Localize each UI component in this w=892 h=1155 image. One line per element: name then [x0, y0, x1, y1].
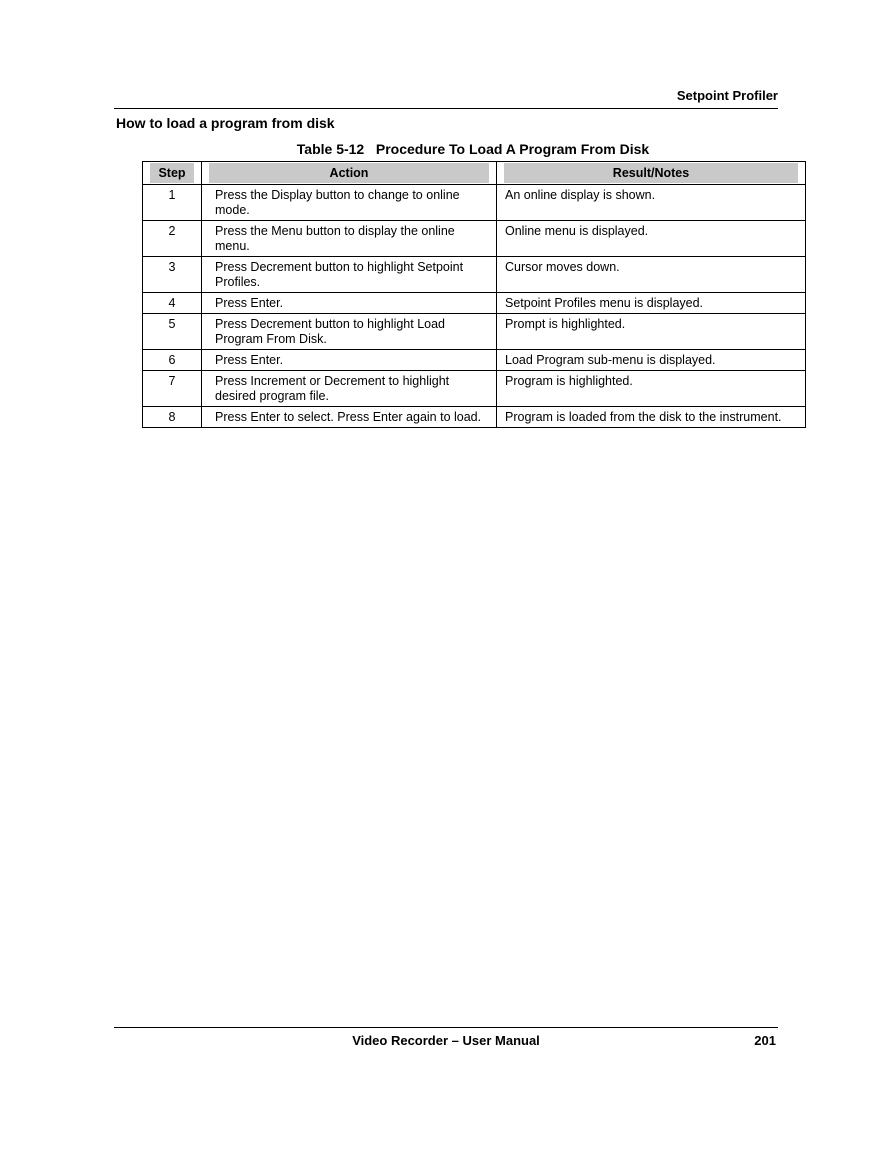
step-action: Press Increment or Decrement to highlight desired program file.: [202, 371, 497, 407]
table-row: [143, 371, 806, 407]
table-row: [143, 350, 806, 371]
procedure-table: [142, 161, 806, 428]
table-row: [143, 221, 806, 257]
table-caption: Table 5-12 Procedure To Load A Program From Disk: [296, 141, 650, 157]
step-result: Program is loaded from the disk to the instrument.: [497, 407, 806, 428]
table-row: [143, 314, 806, 350]
step-action: Press Decrement button to highlight Load Program From Disk.: [202, 314, 497, 350]
step-result: Setpoint Profiles menu is displayed.: [497, 293, 806, 314]
step-action: Press Enter.: [202, 350, 497, 371]
header-rule: [114, 108, 778, 109]
table-row: [143, 407, 806, 428]
step-action: Press the Display button to change to online mode.: [202, 185, 497, 221]
step-result: Cursor moves down.: [497, 257, 806, 293]
step-result: Load Program sub-menu is displayed.: [497, 350, 806, 371]
step-number: 4: [143, 293, 202, 314]
page-number: 201: [754, 1033, 776, 1048]
step-result: Prompt is highlighted.: [497, 314, 806, 350]
running-header: Setpoint Profiler: [676, 88, 778, 103]
column-header-action: Action: [202, 162, 497, 185]
step-number: 7: [143, 371, 202, 407]
step-action: Press Decrement button to highlight Setpoint Profiles.: [202, 257, 497, 293]
step-number: 6: [143, 350, 202, 371]
table-row: [143, 185, 806, 221]
step-result: Online menu is displayed.: [497, 221, 806, 257]
table-row: [143, 257, 806, 293]
column-header-step: Step: [143, 162, 202, 185]
step-number: 3: [143, 257, 202, 293]
table-row: [143, 293, 806, 314]
section-heading: How to load a program from disk: [116, 115, 335, 131]
footer-title: Video Recorder – User Manual: [352, 1033, 540, 1048]
step-action: Press the Menu button to display the online menu.: [202, 221, 497, 257]
step-action: Press Enter to select. Press Enter again to load.: [202, 407, 497, 428]
step-result: Program is highlighted.: [497, 371, 806, 407]
step-number: 1: [143, 185, 202, 221]
step-action: Press Enter.: [202, 293, 497, 314]
step-result: An online display is shown.: [497, 185, 806, 221]
table-header-row: [143, 162, 806, 185]
step-number: 8: [143, 407, 202, 428]
step-number: 5: [143, 314, 202, 350]
footer-rule: [114, 1027, 778, 1028]
step-number: 2: [143, 221, 202, 257]
column-header-result: Result/Notes: [497, 162, 806, 185]
